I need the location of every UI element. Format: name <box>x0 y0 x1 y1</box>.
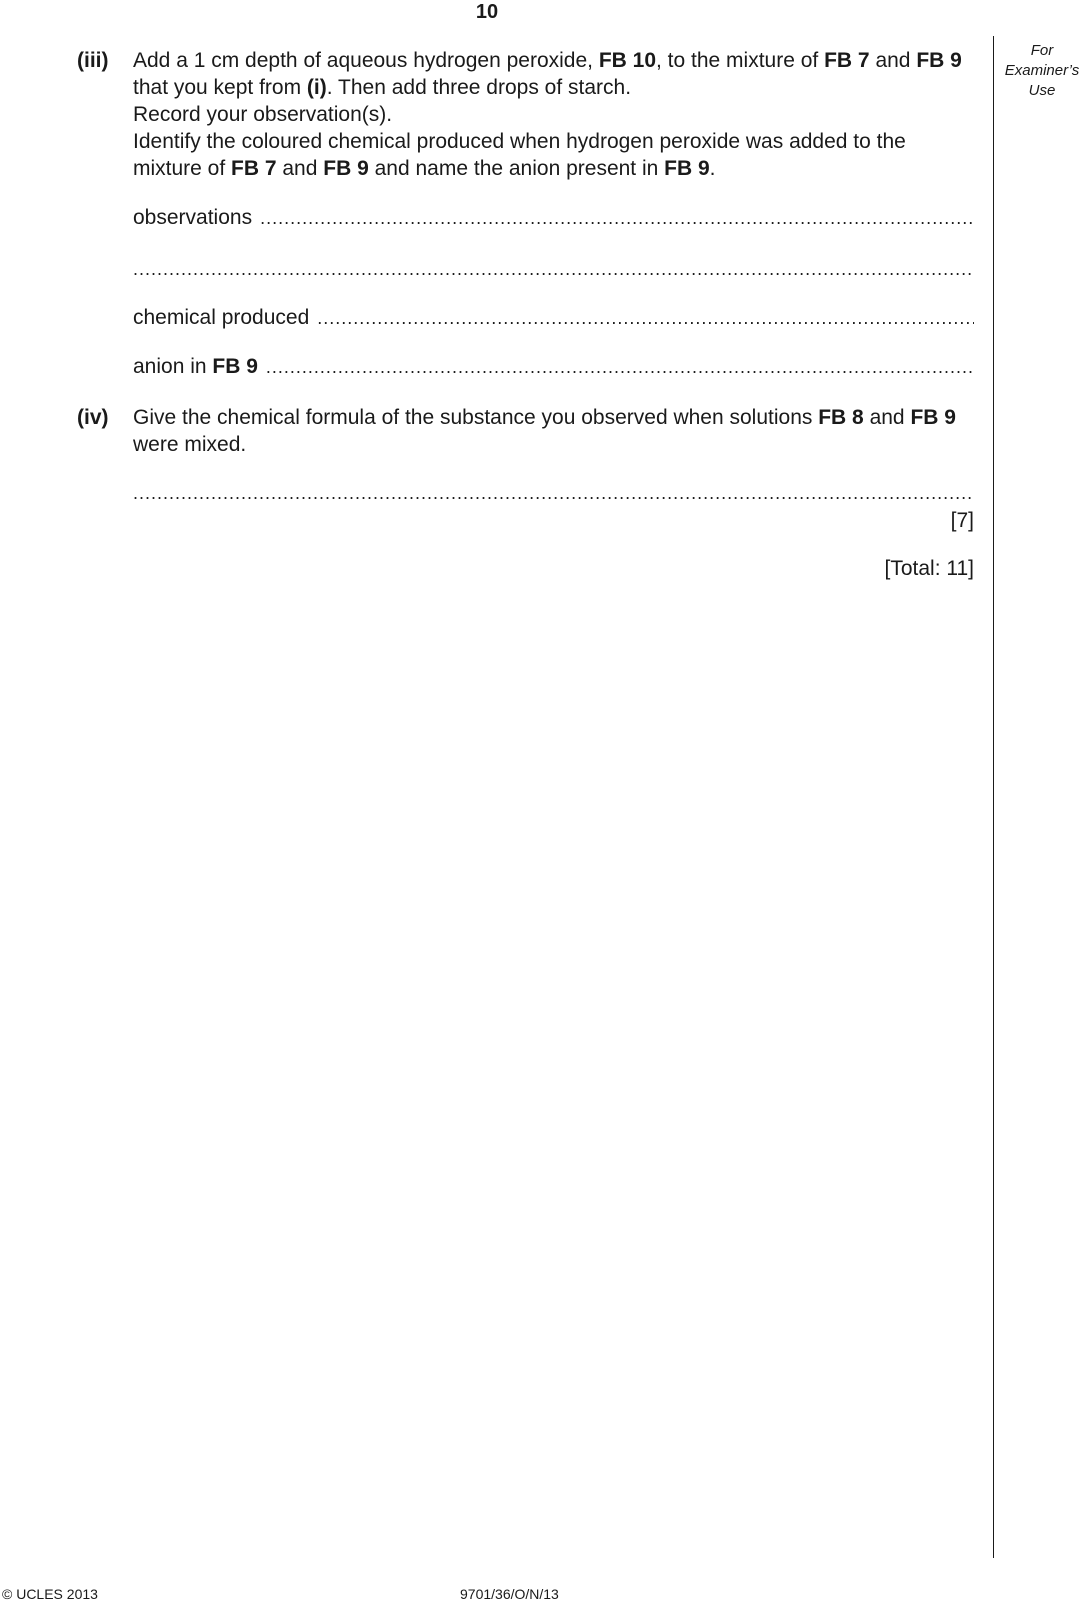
answer-dots <box>266 354 974 381</box>
observations-answer-line-1[interactable] <box>133 204 974 232</box>
examiner-label-line3: Use <box>1028 82 1056 99</box>
question-content <box>77 47 974 582</box>
part-iv <box>77 404 974 582</box>
part-iii-label: (iii) <box>77 49 109 72</box>
answer-dots <box>133 480 974 507</box>
chemical-produced-label: chemical produced <box>133 306 310 329</box>
total-marks: [Total: 11] <box>884 557 974 580</box>
part-iii <box>77 47 974 381</box>
observations-answer-line-2[interactable] <box>133 256 974 283</box>
examiner-label-line2: Examiner’s <box>1004 62 1080 79</box>
marks-allocation: [7] <box>950 509 974 532</box>
copyright-notice: © UCLES 2013 <box>2 1586 98 1602</box>
examiner-margin-line <box>993 36 994 1558</box>
answer-dots <box>133 256 974 283</box>
answer-dots <box>260 205 974 232</box>
formula-answer-line[interactable] <box>133 480 974 507</box>
part-iii-instruction: Add a 1 cm depth of aqueous hydrogen peroxide, FB 10, to the mixture of FB 7 and FB 9 that you kept from (i). Then add three drops of starch. <box>133 49 962 99</box>
part-iii-body <box>133 47 974 381</box>
part-iv-instruction: Give the chemical formula of the substance you observed when solutions FB 8 and FB 9 were mixed. <box>133 406 956 456</box>
paper-code: 9701/36/O/N/13 <box>460 1586 559 1602</box>
part-iv-label: (iv) <box>77 406 109 429</box>
examiner-use-label <box>998 41 1086 101</box>
page-number: 10 <box>475 1 499 23</box>
chemical-produced-answer-line[interactable] <box>133 304 974 332</box>
part-iv-body <box>133 404 974 582</box>
part-iii-identify: Identify the coloured chemical produced when hydrogen peroxide was added to the mixture of FB 7 and FB 9 and name the anion present in FB 9. <box>133 130 906 180</box>
observations-label: observations <box>133 206 253 229</box>
anion-label: anion in FB 9 <box>133 355 258 378</box>
anion-answer-line[interactable] <box>133 353 974 381</box>
examiner-label-line1: For <box>1030 42 1054 59</box>
part-iii-record: Record your observation(s). <box>133 103 393 126</box>
answer-dots <box>317 305 974 332</box>
